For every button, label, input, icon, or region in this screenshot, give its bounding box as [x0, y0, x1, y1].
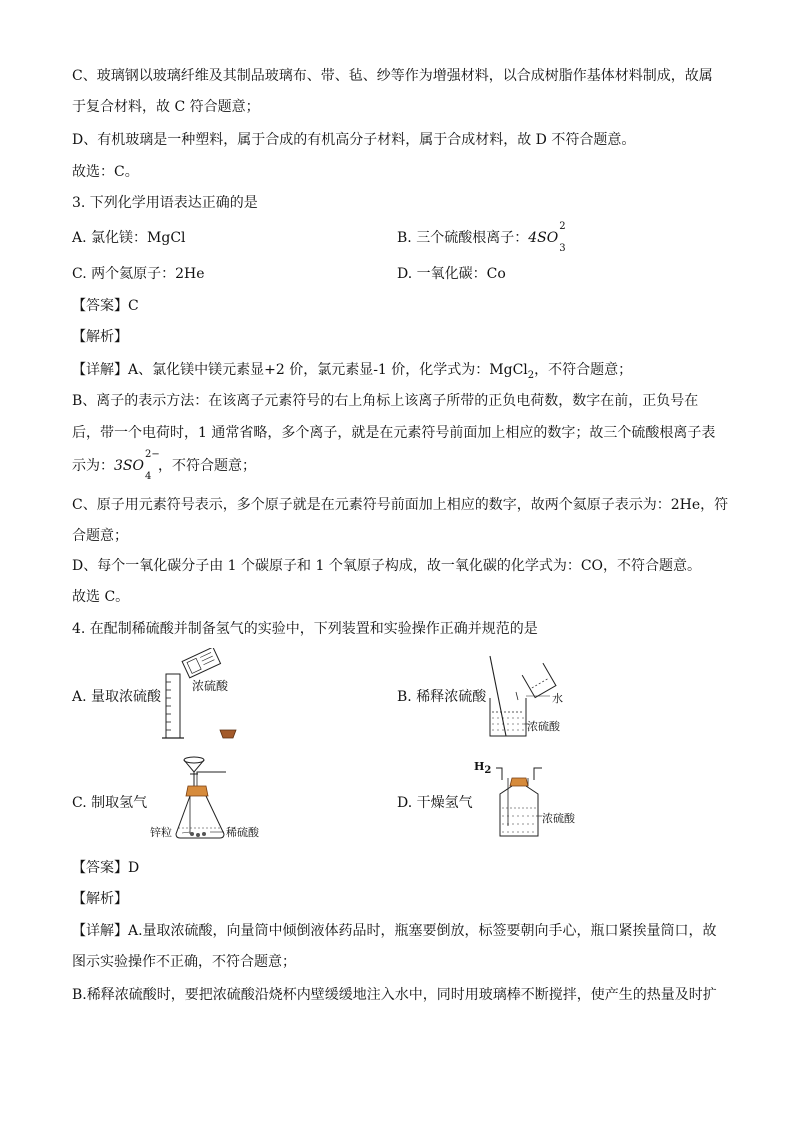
text-line: C、玻璃钢以玻璃纤维及其制品玻璃布、带、毡、纱等作为增强材料，以合成树脂作基体材料制成，故属 — [72, 68, 713, 84]
option-4a-label: A. 量取浓硫酸 — [72, 689, 162, 705]
drying-bottle-figure — [494, 764, 554, 840]
detail-text: ，不符合题意； — [157, 458, 256, 474]
detail-3-line: 合题意； — [72, 528, 128, 544]
question-4: 4. 在配制稀硫酸并制备氢气的实验中，下列装置和实验操作正确并规范的是 — [72, 621, 538, 637]
detail-3-line: D、每个一氧化碳分子由 1 个碳原子和 1 个氧原子构成，故一氧化碳的化学式为：CO，不符合题意。 — [72, 558, 702, 574]
option-4c-label: C. 制取氢气 — [72, 795, 148, 811]
detail-3-line: B、离子的表示方法：在该离子元素符号的右上角标上该离子所带的正负电荷数，数字在前，正负号在 — [72, 393, 699, 409]
water-label: 水 — [552, 692, 563, 705]
detail-3-line: 故选 C。 — [72, 589, 130, 605]
formula: MgCl — [147, 230, 186, 246]
detail-text: 【详解】A、氯化镁中镁元素显+2 价，氯元素显-1 价，化学式为：MgCl — [72, 362, 528, 378]
formula: 3SO — [114, 458, 144, 474]
detail-3-line: C、原子用元素符号表示，多个原子就是在元素符号前面加上相应的数字，故两个氦原子表示为：2He，符 — [72, 497, 729, 513]
concentrated-acid-label: 浓硫酸 — [542, 812, 575, 825]
concentrated-acid-label: 浓硫酸 — [527, 720, 560, 733]
question-3: 3. 下列化学用语表达正确的是 — [72, 195, 258, 211]
dilute-acid-label: 稀硫酸 — [226, 826, 259, 839]
detail-4-line: 图示实验操作不正确，不符合题意； — [72, 954, 296, 970]
option-text: A. 氯化镁： — [72, 230, 148, 246]
option-3a — [72, 228, 186, 248]
concentrated-acid-label: 浓硫酸 — [192, 679, 229, 693]
detail-4-line: B.稀释浓硫酸时，要把浓硫酸沿烧杯内壁缓缓地注入水中，同时用玻璃棒不断搅拌，使产生的热量及时扩 — [72, 987, 717, 1003]
detail-3-line: 后，带一个电荷时，1 通常省略，多个离子，就是在元素符号前面加上相应的数字；故三个硫酸根离子表 — [72, 425, 716, 441]
detail-text: 示为： — [72, 458, 114, 474]
analysis-4-heading: 【解析】 — [72, 891, 128, 907]
hydrogen-label — [474, 760, 492, 777]
detail-3-line — [72, 360, 632, 380]
answer-3: 【答案】C — [72, 298, 139, 314]
formula: 4SO — [528, 230, 559, 246]
detail-3-line: 示为：3SO 2− 4 ，不符合题意； — [72, 449, 256, 482]
answer-4: 【答案】D — [72, 860, 140, 876]
option-text: B. 三个硫酸根离子： — [397, 230, 529, 246]
option-3c: C. 两个氦原子：2He — [72, 266, 205, 282]
text-line: 于复合材料，故 C 符合题意； — [72, 99, 260, 115]
formula-subscript: 2 — [527, 369, 535, 381]
text-line: D、有机玻璃是一种塑料，属于合成的有机高分子材料，属于合成材料，故 D 不符合题意。 — [72, 132, 636, 148]
detail-4-line: 【详解】A.量取浓硫酸，向量筒中倾倒液体药品时，瓶塞要倒放，标签要朝向手心，瓶口紧挨量筒口，故 — [72, 923, 717, 939]
formula-subscript: 2 — [484, 765, 492, 777]
analysis-3-heading: 【解析】 — [72, 329, 128, 345]
option-4b-label: B. 稀释浓硫酸 — [397, 689, 487, 705]
option-4d-label: D. 干燥氢气 — [397, 795, 473, 811]
zinc-label: 锌粒 — [150, 826, 172, 839]
option-3b: B. 三个硫酸根离子：4SO 2 3 — [397, 221, 566, 254]
measuring-cylinder-figure — [160, 648, 260, 744]
formula: H — [474, 760, 485, 773]
option-3d: D. 一氧化碳：Co — [397, 266, 506, 282]
text-line: 故选：C。 — [72, 164, 139, 180]
detail-text: ，不符合题意； — [534, 362, 633, 378]
